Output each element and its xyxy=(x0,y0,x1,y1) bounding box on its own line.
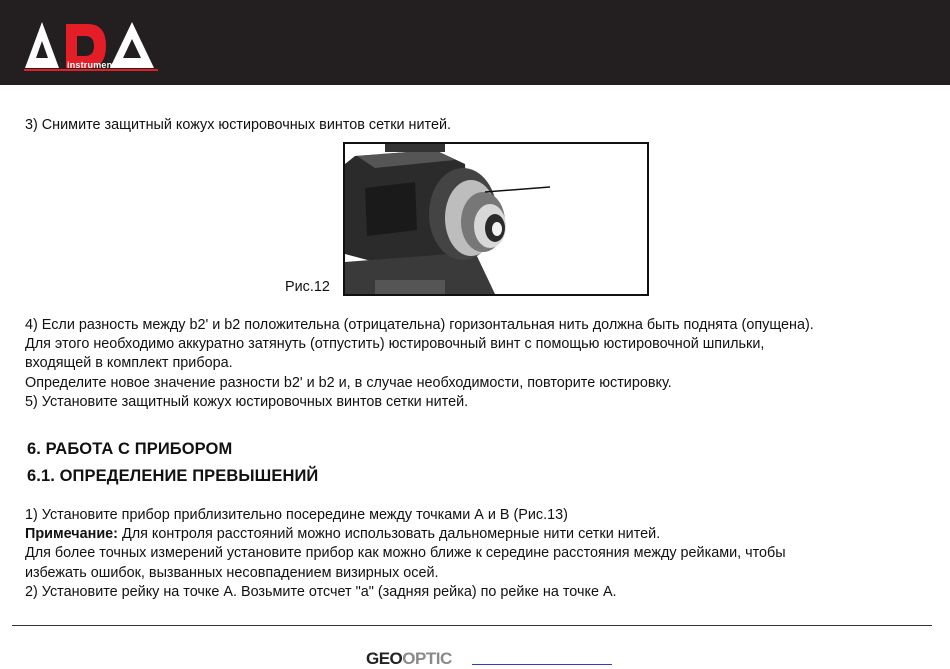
footer-link-underline[interactable] xyxy=(472,664,612,665)
step-4-line-1: 4) Если разность между b2' и b2 положительна (отрицательна) горизонтальная нить должна быть поднята (опущена). xyxy=(25,317,814,333)
footer-divider xyxy=(12,625,932,626)
level-instrument-illustration xyxy=(345,144,647,294)
step-5-text: 5) Установите защитный кожух юстировочных винтов сетки нитей. xyxy=(25,394,469,410)
step-4-line-3: входящей в комплект прибора. xyxy=(25,355,233,371)
step-3-text: 3) Снимите защитный кожух юстировочных винтов сетки нитей. xyxy=(25,117,451,133)
brand-optic: OPTIC xyxy=(402,649,452,668)
brand-geo: GEO xyxy=(366,649,403,668)
figure-caption: Рис.12 xyxy=(285,279,330,295)
note-paragraph xyxy=(25,525,660,544)
section-heading-6: 6. РАБОТА С ПРИБОРОМ xyxy=(27,440,233,458)
section-heading-6-1: 6.1. ОПРЕДЕЛЕНИЕ ПРЕВЫШЕНИЙ xyxy=(27,467,319,485)
note-label: Примечание: xyxy=(25,526,118,542)
figure-12-photo xyxy=(343,142,649,296)
note-text: Для контроля расстояний можно использовать дальномерные нити сетки нитей. xyxy=(117,526,661,542)
logo-subtext: instruments xyxy=(67,60,121,70)
header-bar xyxy=(0,0,950,85)
step-4-line-2: Для этого необходимо аккуратно затянуть (отпустить) юстировочный винт с помощью юстировочной шпильки, xyxy=(25,336,765,352)
precise-line-2: избежать ошибок, вызванных несовпадением визирных осей. xyxy=(25,565,439,581)
step-1-text: 1) Установите прибор приблизительно посередине между точками А и В (Рис.13) xyxy=(25,507,568,523)
step-2-text: 2) Установите рейку на точке А. Возьмите отсчет "а" (задняя рейка) по рейке на точке А. xyxy=(25,584,617,600)
geooptic-brand xyxy=(366,649,452,669)
precise-line-1: Для более точных измерений установите прибор как можно ближе к середине расстояния между рейками, чтобы xyxy=(25,545,786,561)
step-4-line-4: Определите новое значение разности b2' и b2 и, в случае необходимости, повторите юстировку. xyxy=(25,375,672,391)
